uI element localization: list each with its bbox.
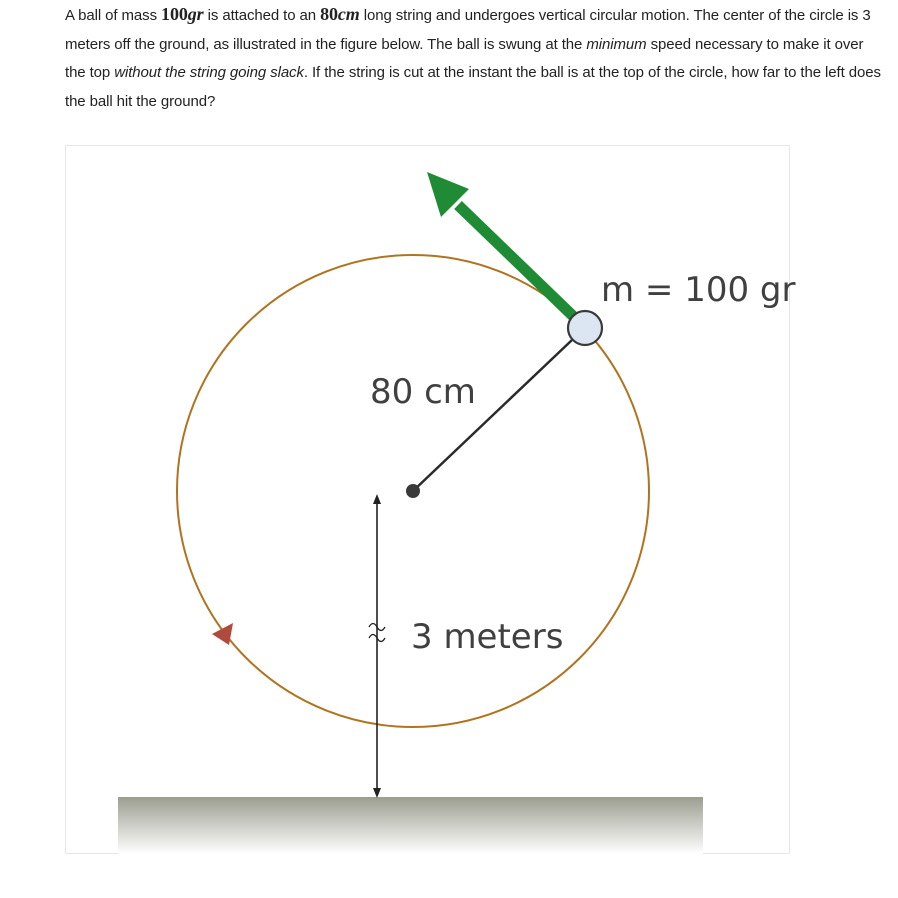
height-label: 3 meters bbox=[411, 617, 564, 657]
problem-text-1: A ball of mass bbox=[65, 7, 162, 24]
velocity-arrow bbox=[427, 172, 574, 317]
problem-text-5: . If the string is cut at the instant the ball is at the top of the circle, how far to the left does the ball hit the ground? bbox=[65, 64, 881, 110]
problem-text-4: speed necessary to make it over the top bbox=[65, 35, 864, 81]
problem-text-2: is attached to an bbox=[203, 7, 321, 24]
string bbox=[413, 340, 572, 491]
mass-value: 100 bbox=[161, 4, 188, 24]
ground bbox=[118, 797, 703, 854]
length-unit: cm bbox=[337, 4, 360, 24]
center-pivot bbox=[406, 484, 420, 498]
motion-direction-arrow bbox=[212, 623, 233, 645]
length-value: 80 bbox=[320, 4, 338, 24]
mass-unit: gr bbox=[187, 4, 204, 24]
mass-label: m = 100 gr bbox=[601, 270, 796, 310]
height-dimension bbox=[373, 494, 381, 798]
emphasis-minimum: minimum bbox=[586, 35, 647, 53]
problem-text-3: long string and undergoes vertical circular motion. The center of the circle is 3 meters off the ground, as illustrated in the figure below. The ball is swung at the bbox=[65, 7, 871, 53]
radius-label: 80 cm bbox=[370, 372, 476, 412]
emphasis-without-slack: without the string going slack bbox=[114, 64, 304, 81]
ball bbox=[568, 311, 602, 345]
